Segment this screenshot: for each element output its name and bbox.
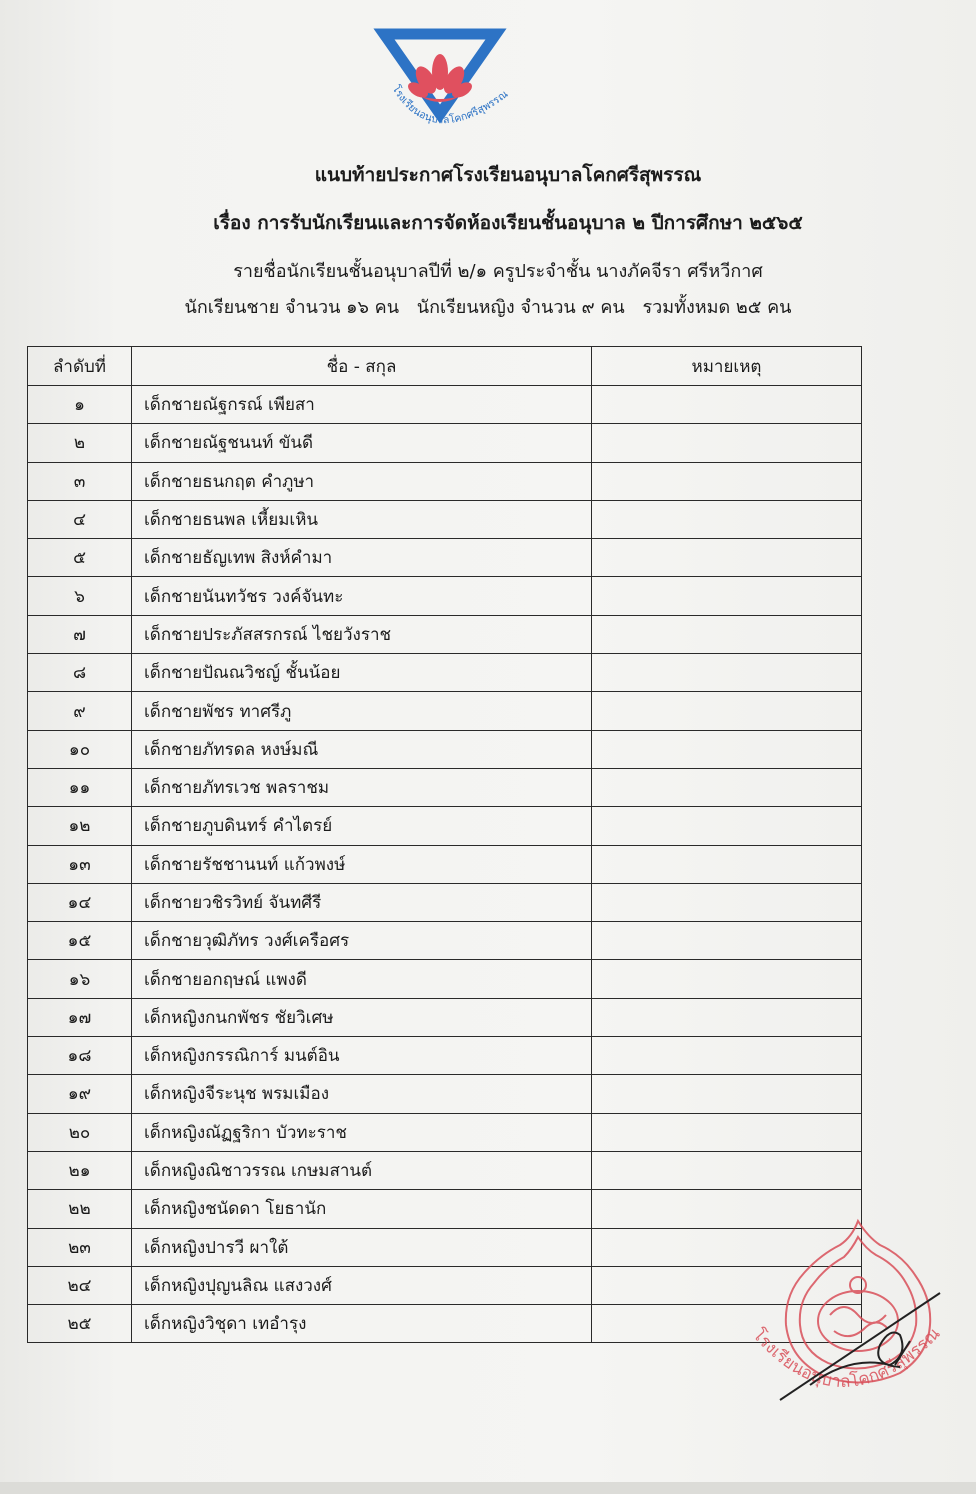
student-name: เด็กชายรัชชานนท์ แก้วพงษ์ [132,846,592,883]
row-number: ๙ [28,692,132,729]
table-row [28,1152,862,1190]
svg-text:โรงเรียนอนุบาลโคกศรีสุพรรณ [748,1324,944,1392]
column-header-note: หมายเหตุ [592,347,862,385]
table-row [28,692,862,730]
announcement-subject: เรื่อง การรับนักเรียนและการจัดห้องเรียนชั้นอนุบาล ๒ ปีการศึกษา ๒๕๖๕ [213,212,803,234]
school-logo [370,28,520,148]
row-note [592,539,862,576]
row-number: ๓ [28,463,132,500]
column-header-name: ชื่อ - สกุล [132,347,592,385]
table-row [28,1075,862,1113]
student-name: เด็กชายธัญเทพ สิงห์คำมา [132,539,592,576]
row-note [592,386,862,423]
student-name: เด็กหญิงวิชุดา เทอำรุง [132,1305,592,1342]
school-seal-stamp [740,1215,976,1415]
row-note [592,692,862,729]
table-row [28,846,862,884]
row-number: ๑๐ [28,731,132,768]
table-row [28,884,862,922]
row-number: ๕ [28,539,132,576]
row-number: ๒๑ [28,1152,132,1189]
row-number: ๘ [28,654,132,691]
row-number: ๒ [28,424,132,461]
row-number: ๒๒ [28,1190,132,1227]
table-row [28,386,862,424]
student-name: เด็กชายนันทวัชร วงค์จันทะ [132,577,592,614]
row-note [592,424,862,461]
table-row [28,1229,862,1267]
row-number: ๑๖ [28,960,132,997]
student-name: เด็กชายภัทรเวช พลราชม [132,769,592,806]
row-note [592,1075,862,1112]
row-number: ๒๔ [28,1267,132,1304]
row-note [592,731,862,768]
row-number: ๑ [28,386,132,423]
row-number: ๑๗ [28,999,132,1036]
student-name: เด็กชายณัฐกรณ์ เพียสา [132,386,592,423]
row-note [592,1114,862,1151]
row-number: ๒๐ [28,1114,132,1151]
row-note [592,846,862,883]
student-name: เด็กชายอกฤษณ์ แพงดี [132,960,592,997]
table-row [28,999,862,1037]
total-count: รวมทั้งหมด ๒๕ คน [642,297,792,318]
table-row [28,807,862,845]
student-name: เด็กชายธนกฤต คำภูษา [132,463,592,500]
student-name: เด็กชายณัฐชนนท์ ขันดี [132,424,592,461]
student-name: เด็กชายประภัสสรกรณ์ ไชยวังราช [132,616,592,653]
table-row [28,577,862,615]
student-name: เด็กหญิงณัฏฐริกา บัวทะราช [132,1114,592,1151]
row-number: ๑๔ [28,884,132,921]
table-row [28,501,862,539]
row-note [592,577,862,614]
row-number: ๖ [28,577,132,614]
table-row [28,1267,862,1305]
table-row [28,463,862,501]
student-name: เด็กชายวุฒิภัทร วงศ์เครือศร [132,922,592,959]
table-body [28,386,862,1343]
student-name: เด็กชายภูบดินทร์ คำไตรย์ [132,807,592,844]
class-info: รายชื่อนักเรียนชั้นอนุบาลปีที่ ๒/๑ ครูประจำชั้น นางภัคจีรา ศรีหวีกาศ [233,261,763,282]
row-note [592,654,862,691]
table-row [28,654,862,692]
student-name: เด็กชายพัชร ทาศรีภู [132,692,592,729]
student-name: เด็กหญิงชนัดดา โยธานัก [132,1190,592,1227]
row-note [592,1037,862,1074]
row-number: ๒๕ [28,1305,132,1342]
table-row [28,1037,862,1075]
row-number: ๔ [28,501,132,538]
row-number: ๗ [28,616,132,653]
row-note [592,616,862,653]
row-note [592,769,862,806]
boys-count: นักเรียนชาย จำนวน ๑๖ คน [184,297,400,318]
row-number: ๑๘ [28,1037,132,1074]
row-note [592,960,862,997]
row-note [592,884,862,921]
announcement-title: แนบท้ายประกาศโรงเรียนอนุบาลโคกศรีสุพรรณ [314,164,702,186]
row-number: ๑๑ [28,769,132,806]
table-row [28,922,862,960]
table-row [28,731,862,769]
table-row [28,424,862,462]
row-number: ๑๕ [28,922,132,959]
row-note [592,807,862,844]
table-row [28,1305,862,1343]
student-name: เด็กหญิงกรรณิการ์ มนต์อิน [132,1037,592,1074]
row-note [592,922,862,959]
table-row [28,1114,862,1152]
table-row [28,960,862,998]
row-number: ๑๒ [28,807,132,844]
table-row [28,1190,862,1228]
student-name: เด็กหญิงณิชาวรรณ เกษมสานต์ [132,1152,592,1189]
student-name: เด็กชายวชิรวิทย์ จันทศีรี [132,884,592,921]
student-name: เด็กหญิงปารวี ผาใต้ [132,1229,592,1266]
seal-text: โรงเรียนอนุบาลโคกศรีสุพรรณ [748,1323,945,1392]
row-number: ๒๓ [28,1229,132,1266]
student-name: เด็กชายปัณณวิชญ์ ชั้นน้อย [132,654,592,691]
row-number: ๑๓ [28,846,132,883]
student-table [27,346,862,1343]
logo-arc-text: โรงเรียนอนุบาลโคกศรีสุพรรณ [389,83,511,127]
table-row [28,769,862,807]
table-row [28,539,862,577]
student-name: เด็กชายธนพล เหี้ยมเหิน [132,501,592,538]
student-name: เด็กชายภัทรดล หงษ์มณี [132,731,592,768]
table-header-row [28,346,862,386]
girls-count: นักเรียนหญิง จำนวน ๙ คน [416,297,625,318]
student-name: เด็กหญิงปุญนลิณ แสงวงศ์ [132,1267,592,1304]
table-row [28,616,862,654]
row-note [592,463,862,500]
student-counts [0,292,976,321]
row-number: ๑๙ [28,1075,132,1112]
student-name: เด็กหญิงจีระนุช พรมเมือง [132,1075,592,1112]
row-note [592,1152,862,1189]
row-note [592,999,862,1036]
row-note [592,501,862,538]
column-header-number: ลำดับที่ [28,347,132,385]
student-name: เด็กหญิงกนกพัชร ชัยวิเศษ [132,999,592,1036]
